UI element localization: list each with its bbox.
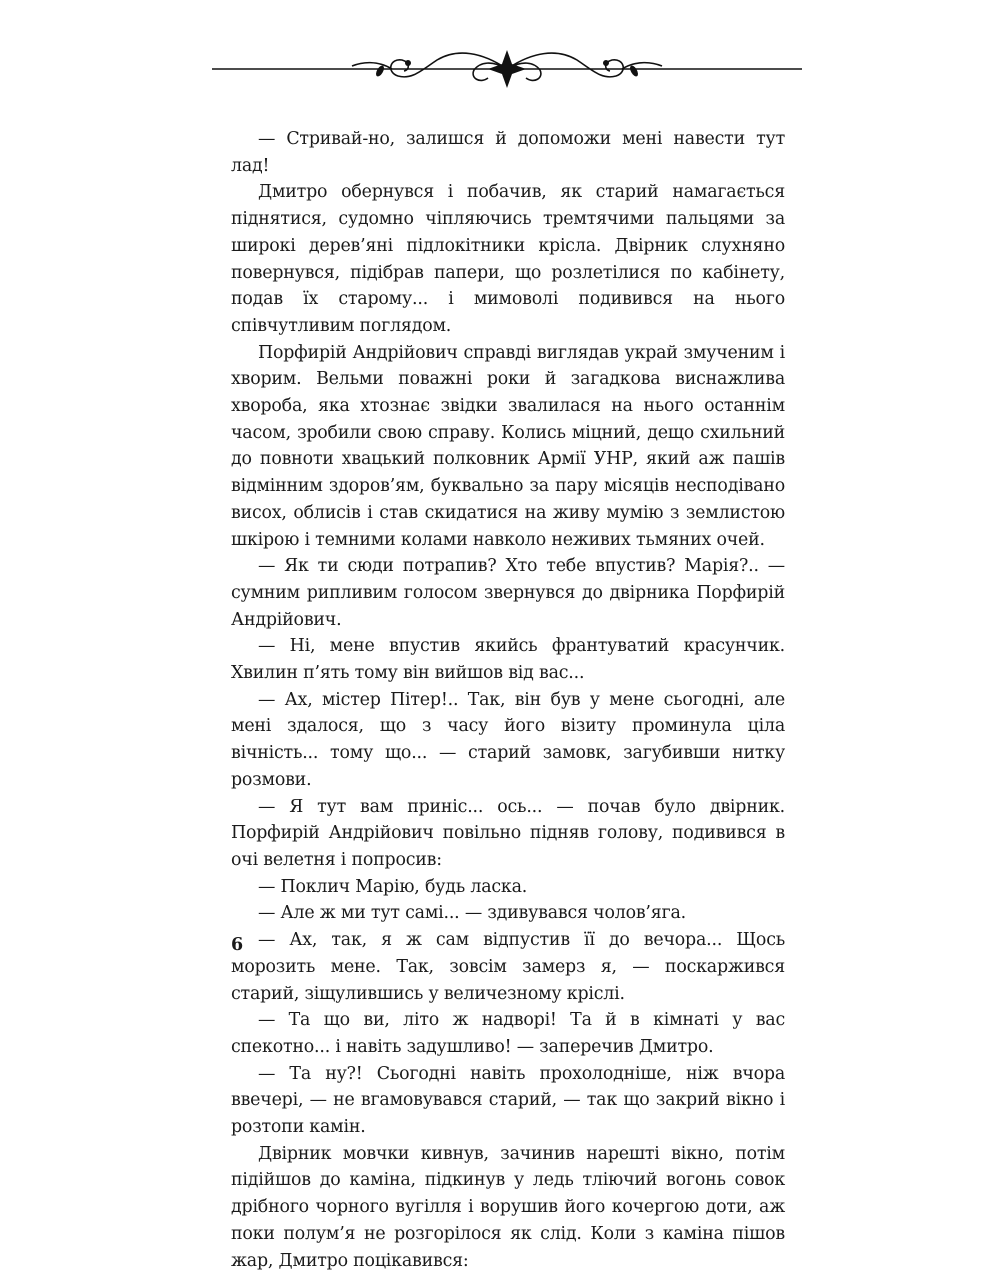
paragraph: — Та ну?! Сьогодні навіть прохолодніше, ніж вчора ввечері, — не вгамовувався старий, — так що закрий вікно і розтопи камін. [231,1063,785,1138]
paragraph: — Стривай-но, залишся й допоможи мені навести тут лад! [231,129,785,176]
paragraph: — Ах, містер Пітер!.. Так, він був у мене сьогодні, але мені здалося, що з часу його візиту проминула ціла вічність... тому що... — старий замовк, загубивши нитку розмови. [231,689,785,790]
paragraph: Порфирій Андрійович справді виглядав украй змученим і хворим. Вельми поважні роки й загадкова виснажлива хвороба, яка хтознає звідки звалилася на нього останнім часом, зробили свою справу. Колись міцний, дещо схильний до повноти хвацький полковник Армії УНР, який аж пашів відмінним здоров’ям, буквально за пару місяців несподівано висох, облисів і став скидатися на живу мумію з землистою шкірою і темними колами навколо неживих тьмяних очей. [231,342,785,550]
paragraph: — Поклич Марію, будь ласка. [258,876,528,897]
paragraph: Дмитро обернувся і побачив, як старий намагається піднятися, судомно чіпляючись тремтячими пальцями за широкі дерев’яні підлокітники крісла. Двірник слухняно повернувся, підібрав папери, що розлетілися по кабінету, подав їх старому... і мимоволі подивився на нього співчутливим поглядом. [231,182,785,336]
paragraph: — Як ти сюди потрапив? Хто тебе впустив? Марія?.. — сумним рипливим голосом звернувся до двірника Порфирій Андрійович. [231,556,785,630]
paragraph: — Ах, так, я ж сам відпустив її до вечора... Щось морозить мене. Так, зовсім замерз я, — поскаржився старий, зіщулившись у величезному кріслі. [231,930,785,1004]
page-number: 6 [231,935,244,955]
body-text [231,126,785,1274]
paragraph: — Але ж ми тут самі... — здивувався чолов’яга. [258,903,686,924]
paragraph: Двірник мовчки кивнув, зачинив нарешті вікно, потім підійшов до каміна, підкинув у ледь тліючий вогонь совок дрібного чорного вугілля і ворушив його кочергою доти, аж поки полум’я не розгорілося як слід. Коли з каміна пішов жар, Дмитро поцікавився: [231,1143,785,1271]
paragraph: — Та що ви, літо ж надворі! Та й в кімнаті у вас спекотно... і навіть задушливо! — заперечив Дмитро. [231,1010,785,1057]
flourish-divider-icon [212,40,802,98]
paragraph: — Я тут вам приніс... ось... — почав було двірник. Порфирій Андрійович повільно підняв голову, подивився в очі велетня і попросив: [231,796,785,870]
paragraph: — Ні, мене впустив якийсь франтуватий красунчик. Хвилин п’ять тому він вийшов від вас... [231,636,785,684]
